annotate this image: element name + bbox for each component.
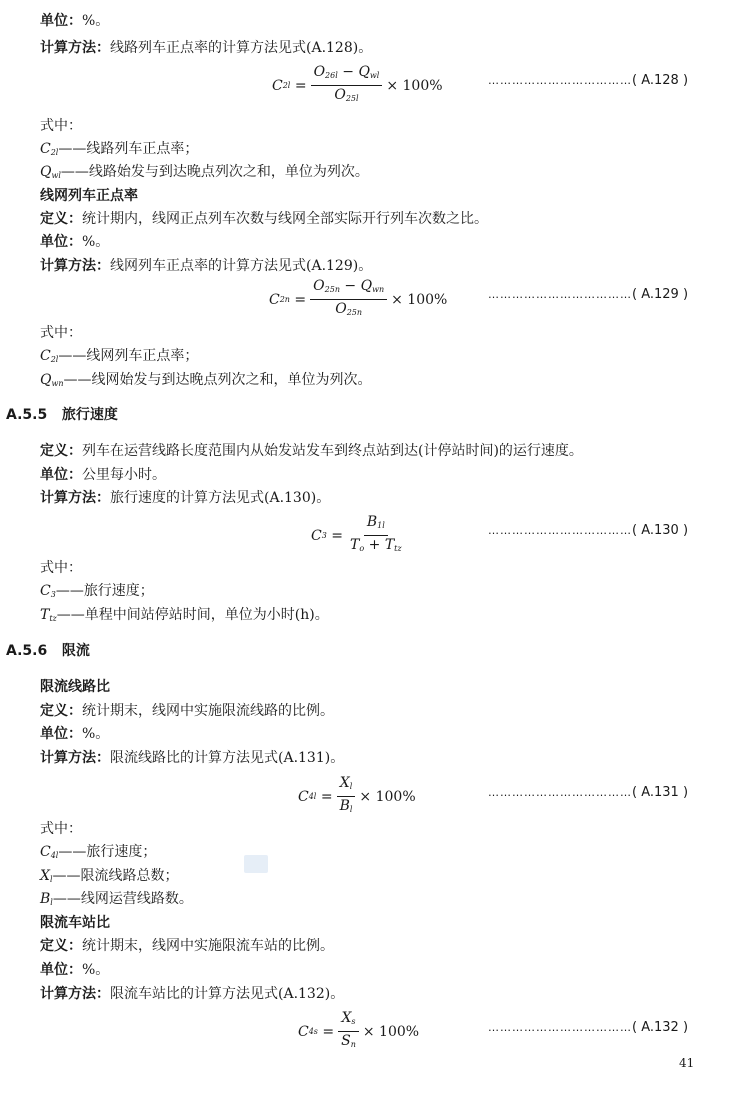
variable-definition: $B_l——$线网运营线路数。 bbox=[40, 891, 193, 907]
where-label: 式中： bbox=[40, 560, 82, 576]
section-heading-a-5-5: A.5.5 旅行速度 bbox=[6, 407, 118, 423]
page-number: 41 bbox=[679, 1056, 695, 1070]
unit-line: 单位：公里每小时。 bbox=[40, 467, 166, 483]
where-label: 式中： bbox=[40, 325, 82, 341]
variable-definition: $Q_{wn}——$线网始发与到达晚点列次之和，单位为列次。 bbox=[40, 372, 372, 388]
variable-definition: $Q_{wl}——$线路始发与到达晚点列次之和，单位为列次。 bbox=[40, 164, 369, 180]
equation-a132: C 4s = $\frac{X_s}{S_n}$ × 100% bbox=[298, 1010, 420, 1049]
variable-definition: $X_l——$限流线路总数； bbox=[40, 868, 179, 884]
definition-line: 定义：统计期末，线网中实施限流车站的比例。 bbox=[40, 938, 334, 954]
variable-definition: $T_{tz}——$单程中间站停站时间，单位为小时(h)。 bbox=[40, 607, 329, 623]
unit-line: 单位：%。 bbox=[40, 962, 110, 978]
watermark-logo bbox=[244, 855, 268, 873]
equation-a129: C 2n = $\frac{O_{25n} - Q_{wn}}{O_{25n}}$ × 100% bbox=[269, 278, 448, 317]
unit-line: 单位：%。 bbox=[40, 234, 110, 250]
equation-number-a130: ………………………………( A.130 ) bbox=[488, 523, 689, 538]
variable-definition: $C_{2l}——$线网列车正点率； bbox=[40, 348, 199, 364]
method-line: 计算方法：旅行速度的计算方法见式(A.130)。 bbox=[40, 490, 331, 506]
equation-a131: C 4l = $\frac{X_l}{B_l}$ × 100% bbox=[298, 775, 416, 814]
variable-definition: $C_{2l}——$线路列车正点率； bbox=[40, 141, 199, 157]
equation-number-a131: ………………………………( A.131 ) bbox=[488, 785, 689, 800]
equation-a130: C 3 = $\frac{B_{1l}}{T_o + T_{tz}}$ bbox=[311, 514, 402, 553]
definition-line: 定义：统计期末，线网中实施限流线路的比例。 bbox=[40, 703, 334, 719]
subsection-title: 线网列车正点率 bbox=[40, 188, 138, 204]
method-line: 计算方法：线路列车正点率的计算方法见式(A.128)。 bbox=[40, 40, 373, 56]
variable-definition: $C_{4l}——$旅行速度； bbox=[40, 844, 157, 860]
method-line: 计算方法：线网列车正点率的计算方法见式(A.129)。 bbox=[40, 258, 373, 274]
section-heading-a-5-6: A.5.6 限流 bbox=[6, 643, 90, 659]
definition-line: 定义：统计期内，线网正点列车次数与线网全部实际开行列车次数之比。 bbox=[40, 211, 488, 227]
equation-number-a128: ………………………………( A.128 ) bbox=[488, 73, 689, 88]
where-label: 式中： bbox=[40, 118, 82, 134]
subsection-title: 限流车站比 bbox=[40, 915, 110, 931]
where-label: 式中： bbox=[40, 821, 82, 837]
method-line: 计算方法：限流线路比的计算方法见式(A.131)。 bbox=[40, 750, 345, 766]
equation-number-a129: ………………………………( A.129 ) bbox=[488, 287, 689, 302]
unit-line: 单位：%。 bbox=[40, 13, 110, 29]
equation-number-a132: ………………………………( A.132 ) bbox=[488, 1020, 689, 1035]
equation-a128: C 2l = $\frac{O_{26l} - Q_{wl}}{O_{25l}}$ × 100% bbox=[272, 64, 443, 103]
subsection-title: 限流线路比 bbox=[40, 679, 110, 695]
method-line: 计算方法：限流车站比的计算方法见式(A.132)。 bbox=[40, 986, 345, 1002]
definition-line: 定义：列车在运营线路长度范围内从始发站发车到终点站到达(计停站时间)的运行速度。 bbox=[40, 443, 583, 459]
unit-line: 单位：%。 bbox=[40, 726, 110, 742]
variable-definition: $C_3——$旅行速度； bbox=[40, 583, 154, 599]
